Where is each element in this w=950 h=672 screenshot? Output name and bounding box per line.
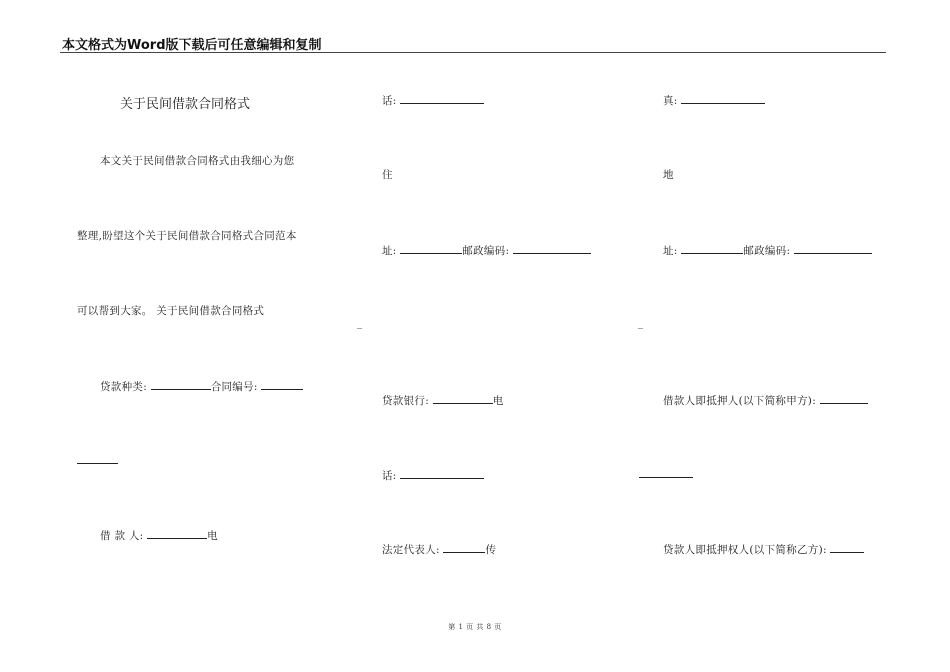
mortgagee-row [663,542,864,557]
intro-line-1: 本文关于民间借款合同格式由我细心为您 [100,155,295,167]
document-header-title: 本文格式为Word版下载后可任意编辑和复制 [62,38,322,53]
postcode-label: 邮政编码: [743,245,791,257]
bank-label: 贷款银行: [382,395,430,407]
address-blank [400,243,462,254]
contract-no-blank-continued [77,463,118,464]
intro-line-2: 整理,盼望这个关于民间借款合同格式合同范本 [77,230,297,242]
fax-label: 传 [485,544,497,556]
fax-row [663,93,765,108]
bank-blank [433,393,493,404]
mortgagee-blank [830,542,864,553]
contract-no-blank [261,379,303,390]
bank-phone-row [382,468,484,483]
page-number: 第 1 页 共 8 页 [448,623,502,631]
postcode-label: 邮政编码: [462,245,510,257]
header-divider [60,52,886,53]
postcode-blank [513,243,591,254]
mortgagor-blank [820,393,868,404]
document-title: 关于民间借款合同格式 [120,97,251,112]
column-dash: _ [357,318,362,329]
bank-row [382,393,504,408]
address-label: 址: [382,245,397,257]
fax-blank [681,93,765,104]
address-label: 址: [663,245,678,257]
legal-rep-label: 法定代表人: [382,544,440,556]
borrower-blank [147,528,207,539]
legal-rep-blank [443,542,485,553]
mortgagor-row [663,393,868,408]
loan-type-blank [151,379,211,390]
address-blank [681,243,743,254]
phone-blank [400,93,484,104]
phone-blank [400,468,484,479]
residence-label: 住 [382,169,393,181]
mortgagor-blank-continued [639,477,693,478]
address-row [382,243,591,258]
loan-type-row [100,379,303,394]
column-dash: _ [638,318,643,329]
postcode-blank [794,243,872,254]
borrower-phone-row [382,93,484,108]
borrower-phone-label: 电 [207,530,218,542]
contract-no-label: 合同编号: [210,381,258,393]
loan-type-label: 贷款种类: [100,381,148,393]
fax-label: 真: [663,95,678,107]
legal-rep-row [382,542,496,557]
borrower-label: 借 款 人: [100,530,144,542]
bank-phone-label: 电 [492,395,504,407]
mortgagee-label: 贷款人即抵押权人(以下简称乙方): [663,544,827,556]
phone-label: 话: [382,470,397,482]
address-row [663,243,872,258]
intro-line-3: 可以帮到大家。 关于民间借款合同格式 [77,305,265,317]
location-label: 地 [663,169,674,181]
borrower-row [100,528,218,543]
mortgagor-label: 借款人即抵押人(以下简称甲方): [663,395,817,407]
phone-label: 话: [382,95,397,107]
